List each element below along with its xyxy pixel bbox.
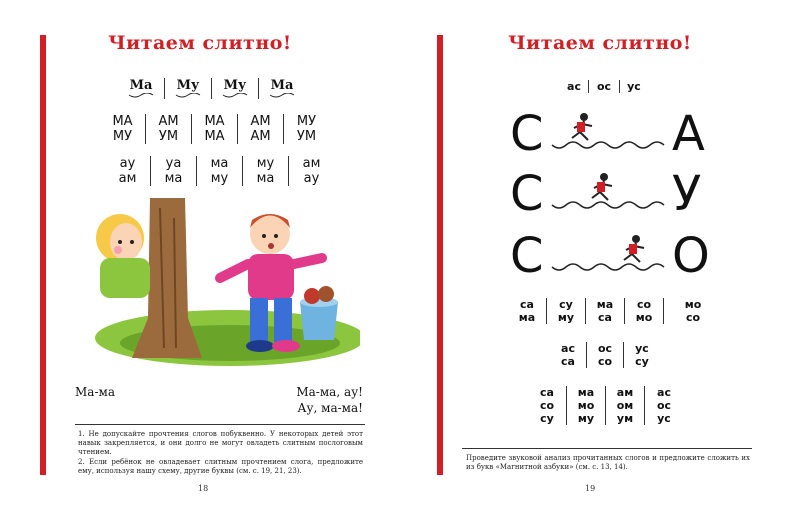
grid-column: [644, 386, 683, 425]
grid-column: [237, 114, 283, 144]
grid-cell: мо: [577, 399, 595, 412]
grid-column: [550, 342, 586, 368]
grid-cell: су: [540, 412, 554, 425]
grid-column: [105, 156, 150, 186]
left-page-title: Читаем слитно!: [108, 32, 292, 54]
wave-underline-icon: [175, 93, 201, 99]
grid-cell: су: [559, 298, 573, 311]
running-boy-wave-icon: [550, 110, 670, 155]
grid-cell: ау: [119, 156, 136, 171]
grid-cell: со: [636, 298, 652, 311]
grid-cell: ос: [597, 342, 613, 355]
grid-cell: АМ: [250, 114, 271, 129]
grid-cell: ма: [164, 171, 183, 186]
grid-cell: са: [598, 311, 612, 324]
grid-cell: мо: [684, 298, 702, 311]
grid-cell: АМ: [158, 114, 179, 129]
grid-column: [566, 386, 605, 425]
grid-cell: ас: [561, 342, 575, 355]
grid-cell: АМ: [250, 129, 271, 144]
grid-cell: МА: [112, 114, 133, 129]
syllable-grid-3: [528, 386, 683, 425]
grid-cell: ам: [302, 156, 321, 171]
grid-column: [528, 386, 566, 425]
footnote-2: 2. Если ребёнок не овладевает слитным прочтением слога, предложите ему, используя нашу схему, другие буквы (см. с. 19, 21, 23).: [78, 458, 363, 475]
wave-underline-icon: [269, 93, 295, 99]
uppercase-syllable-grid: [100, 114, 329, 144]
consonant-letter: С: [510, 106, 544, 162]
grid-cell: ма: [210, 156, 229, 171]
grid-column: [196, 156, 242, 186]
grid-cell: су: [635, 355, 649, 368]
top-syllable-row: [560, 80, 648, 93]
syllable-text: Му: [223, 78, 247, 93]
grid-cell: ма: [518, 311, 536, 324]
grid-column: [100, 114, 145, 144]
wave-underline-icon: [222, 93, 248, 99]
grid-cell: МУ: [296, 114, 317, 129]
footnote: Проведите звуковой анализ прочитанных слогов и предложите сложить их из букв «Магнитной азбуки» (см. с. 13, 14).: [466, 454, 750, 471]
grid-cell: со: [539, 399, 555, 412]
syllable-text: Му: [176, 78, 200, 93]
grid-cell: со: [597, 355, 613, 368]
syllable-cell: [211, 78, 258, 99]
syllable-text: Ма: [270, 78, 294, 93]
grid-cell: МА: [204, 129, 225, 144]
grid-cell: УМ: [158, 129, 179, 144]
grid-cell: му: [210, 171, 229, 186]
grid-column: [624, 298, 663, 324]
wave-underline-icon: [128, 93, 154, 99]
grid-cell: ас: [567, 80, 581, 93]
grid-cell: уа: [165, 156, 182, 171]
syllable-grid-2: [550, 342, 660, 368]
grid-cell: УМ: [296, 129, 317, 144]
text-au-mama: Ау, ма-ма!: [297, 401, 363, 415]
grid-cell: ма: [596, 298, 614, 311]
consonant-letter: С: [510, 228, 544, 284]
grid-cell: ус: [619, 80, 648, 93]
grid-cell: ус: [657, 412, 671, 425]
grid-cell: му: [557, 311, 575, 324]
vowel-letter: О: [672, 228, 710, 284]
grid-column: [150, 156, 196, 186]
grid-cell: ос: [588, 80, 619, 93]
grid-cell: МУ: [112, 129, 133, 144]
left-red-margin-bar: [40, 35, 46, 475]
right-red-margin-bar: [437, 35, 443, 475]
footnote-1: 1. Не допускайте прочтения слогов побуквенно. У некоторых детей этот навык закрепляется, и они долго не могут овладеть слитным послоговым чтением.: [78, 430, 363, 456]
syllable-text: Ма: [129, 78, 153, 93]
grid-cell: ос: [656, 399, 672, 412]
grid-column: [586, 342, 623, 368]
grid-cell: ма: [256, 171, 275, 186]
grid-cell: му: [256, 156, 275, 171]
running-boy-wave-icon: [550, 232, 670, 277]
right-page: [400, 0, 800, 522]
grid-column: [191, 114, 237, 144]
footnote-divider: [462, 448, 752, 449]
grid-column: [508, 298, 546, 324]
grid-column: [145, 114, 191, 144]
grid-column: [288, 156, 334, 186]
page-number-left: 18: [198, 484, 209, 493]
footnote-divider: [75, 424, 365, 425]
consonant-letter: С: [510, 166, 544, 222]
grid-cell: ум: [616, 412, 634, 425]
page-number-right: 19: [585, 484, 596, 493]
grid-cell: ау: [303, 171, 320, 186]
grid-cell: ас: [657, 386, 671, 399]
syllable-wave-row: [118, 78, 305, 99]
vowel-letter: У: [672, 166, 702, 222]
grid-cell: со: [685, 311, 701, 324]
right-page-title: Читаем слитно!: [508, 32, 692, 54]
vowel-letter: А: [672, 106, 705, 162]
grid-cell: МА: [204, 114, 225, 129]
grid-column: [585, 298, 624, 324]
grid-cell: ус: [635, 342, 649, 355]
grid-cell: мо: [635, 311, 653, 324]
grid-cell: ам: [118, 171, 137, 186]
syllable-cell: [118, 78, 164, 99]
grid-cell: ма: [577, 386, 595, 399]
grid-column: [546, 298, 585, 324]
syllable-cell: [164, 78, 211, 99]
grid-column: [663, 298, 722, 324]
grid-column: [605, 386, 644, 425]
grid-column: [242, 156, 288, 186]
grid-column: [283, 114, 329, 144]
grid-cell: му: [577, 412, 595, 425]
running-boy-wave-icon: [550, 170, 670, 215]
text-mama: Ма-ма: [75, 385, 115, 399]
text-mama-au: Ма-ма, ау!: [296, 385, 363, 399]
grid-column: [623, 342, 660, 368]
children-illustration: [90, 198, 360, 368]
grid-cell: са: [561, 355, 575, 368]
grid-cell: са: [540, 386, 554, 399]
lowercase-syllable-grid: [105, 156, 334, 186]
grid-cell: ом: [616, 399, 634, 412]
syllable-grid-1: [508, 298, 722, 324]
syllable-cell: [258, 78, 305, 99]
grid-cell: са: [520, 298, 534, 311]
grid-cell: ам: [616, 386, 634, 399]
